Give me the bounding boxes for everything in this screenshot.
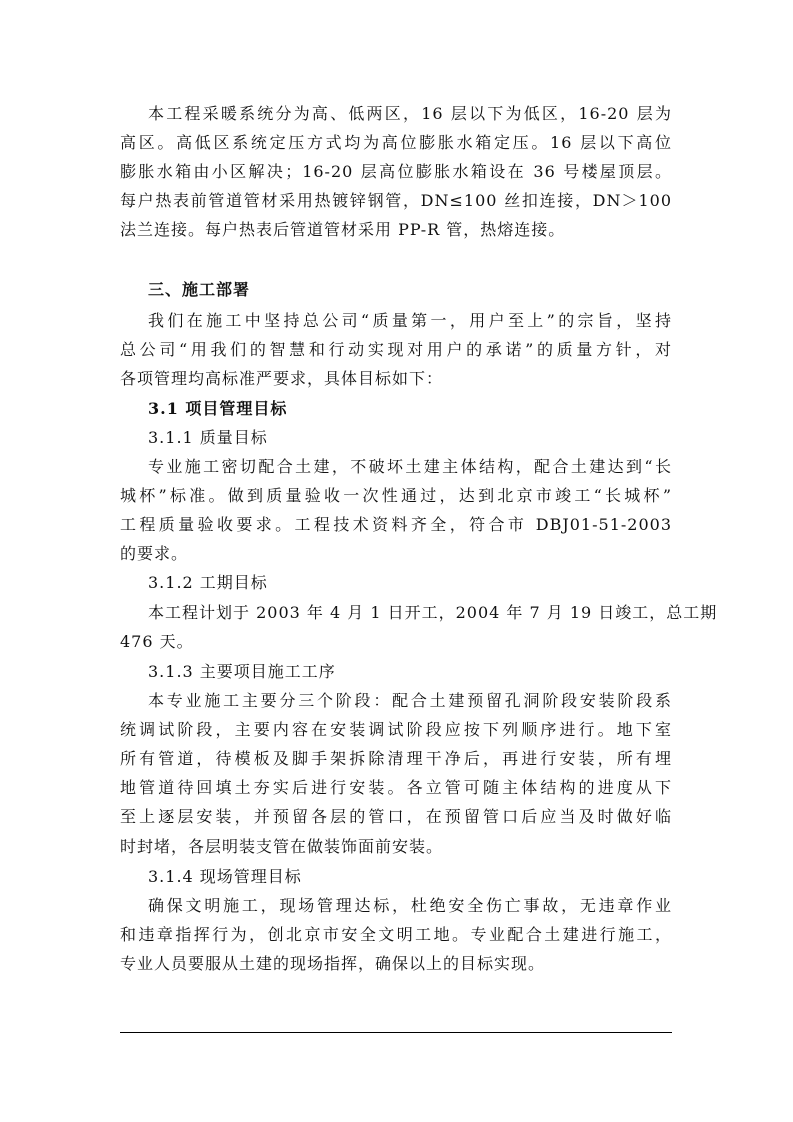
subsection-heading: 3.1.4 现场管理目标 xyxy=(148,867,302,886)
paragraph-line: 膨胀水箱由小区解决；16-20 层高位膨胀水箱设在 36 号楼屋顶层。 xyxy=(120,162,672,181)
paragraph-line: 专业人员要服从土建的现场指挥，确保以上的目标实现。 xyxy=(120,954,546,973)
paragraph-line: 的要求。 xyxy=(120,544,189,563)
paragraph-line: 本专业施工主要分三个阶段：配合土建预留孔洞阶段安装阶段系 xyxy=(148,691,672,710)
paragraph-line: 城杯”标准。做到质量验收一次性通过，达到北京市竣工“长城杯” xyxy=(120,486,672,505)
footer-divider xyxy=(120,1032,672,1033)
subsection-heading: 3.1 项目管理目标 xyxy=(148,399,288,418)
paragraph-line: 我们在施工中坚持总公司“质量第一，用户至上”的宗旨，坚持 xyxy=(148,311,672,330)
paragraph-line: 时封堵，各层明装支管在做装饰面前安装。 xyxy=(120,837,444,856)
paragraph-line: 本工程计划于 2003 年 4 月 1 日开工，2004 年 7 月 19 日竣工，总工期 xyxy=(148,603,718,622)
paragraph-line: 所有管道，待模板及脚手架拆除清理干净后，再进行安装，所有埋 xyxy=(120,749,672,768)
paragraph-line: 统调试阶段，主要内容在安装调试阶段应按下列顺序进行。地下室 xyxy=(120,720,672,739)
paragraph-line: 地管道待回填土夯实后进行安装。各立管可随主体结构的进度从下 xyxy=(120,778,672,797)
paragraph-line: 法兰连接。每户热表后管道管材采用 PP-R 管，热熔连接。 xyxy=(120,220,566,239)
section-heading: 三、施工部署 xyxy=(148,280,251,299)
paragraph-line: 和违章指挥行为，创北京市安全文明工地。专业配合土建进行施工， xyxy=(120,925,672,944)
paragraph-line: 高区。高低区系统定压方式均为高位膨胀水箱定压。16 层以下高位 xyxy=(120,133,672,152)
subsection-heading: 3.1.3 主要项目施工工序 xyxy=(148,662,336,681)
paragraph-line: 476 天。 xyxy=(120,632,194,651)
paragraph-line: 各项管理均高标准严要求，具体目标如下： xyxy=(120,369,444,388)
paragraph-line: 每户热表前管道管材采用热镀锌钢管，DN≤100 丝扣连接，DN＞100 xyxy=(120,191,672,210)
paragraph-line: 本工程采暖系统分为高、低两区，16 层以下为低区，16-20 层为 xyxy=(148,104,672,123)
paragraph-line: 专业施工密切配合土建，不破坏土建主体结构，配合土建达到“长 xyxy=(148,457,672,476)
paragraph-line: 总公司“用我们的智慧和行动实现对用户的承诺”的质量方针，对 xyxy=(120,340,672,359)
paragraph-line: 确保文明施工，现场管理达标，杜绝安全伤亡事故，无违章作业 xyxy=(148,896,672,915)
paragraph-line: 至上逐层安装，并预留各层的管口，在预留管口后应当及时做好临 xyxy=(120,807,672,826)
subsection-heading: 3.1.1 质量目标 xyxy=(148,428,268,447)
paragraph-line: 工程质量验收要求。工程技术资料齐全，符合市 DBJ01-51-2003 xyxy=(120,515,672,534)
subsection-heading: 3.1.2 工期目标 xyxy=(148,573,268,592)
